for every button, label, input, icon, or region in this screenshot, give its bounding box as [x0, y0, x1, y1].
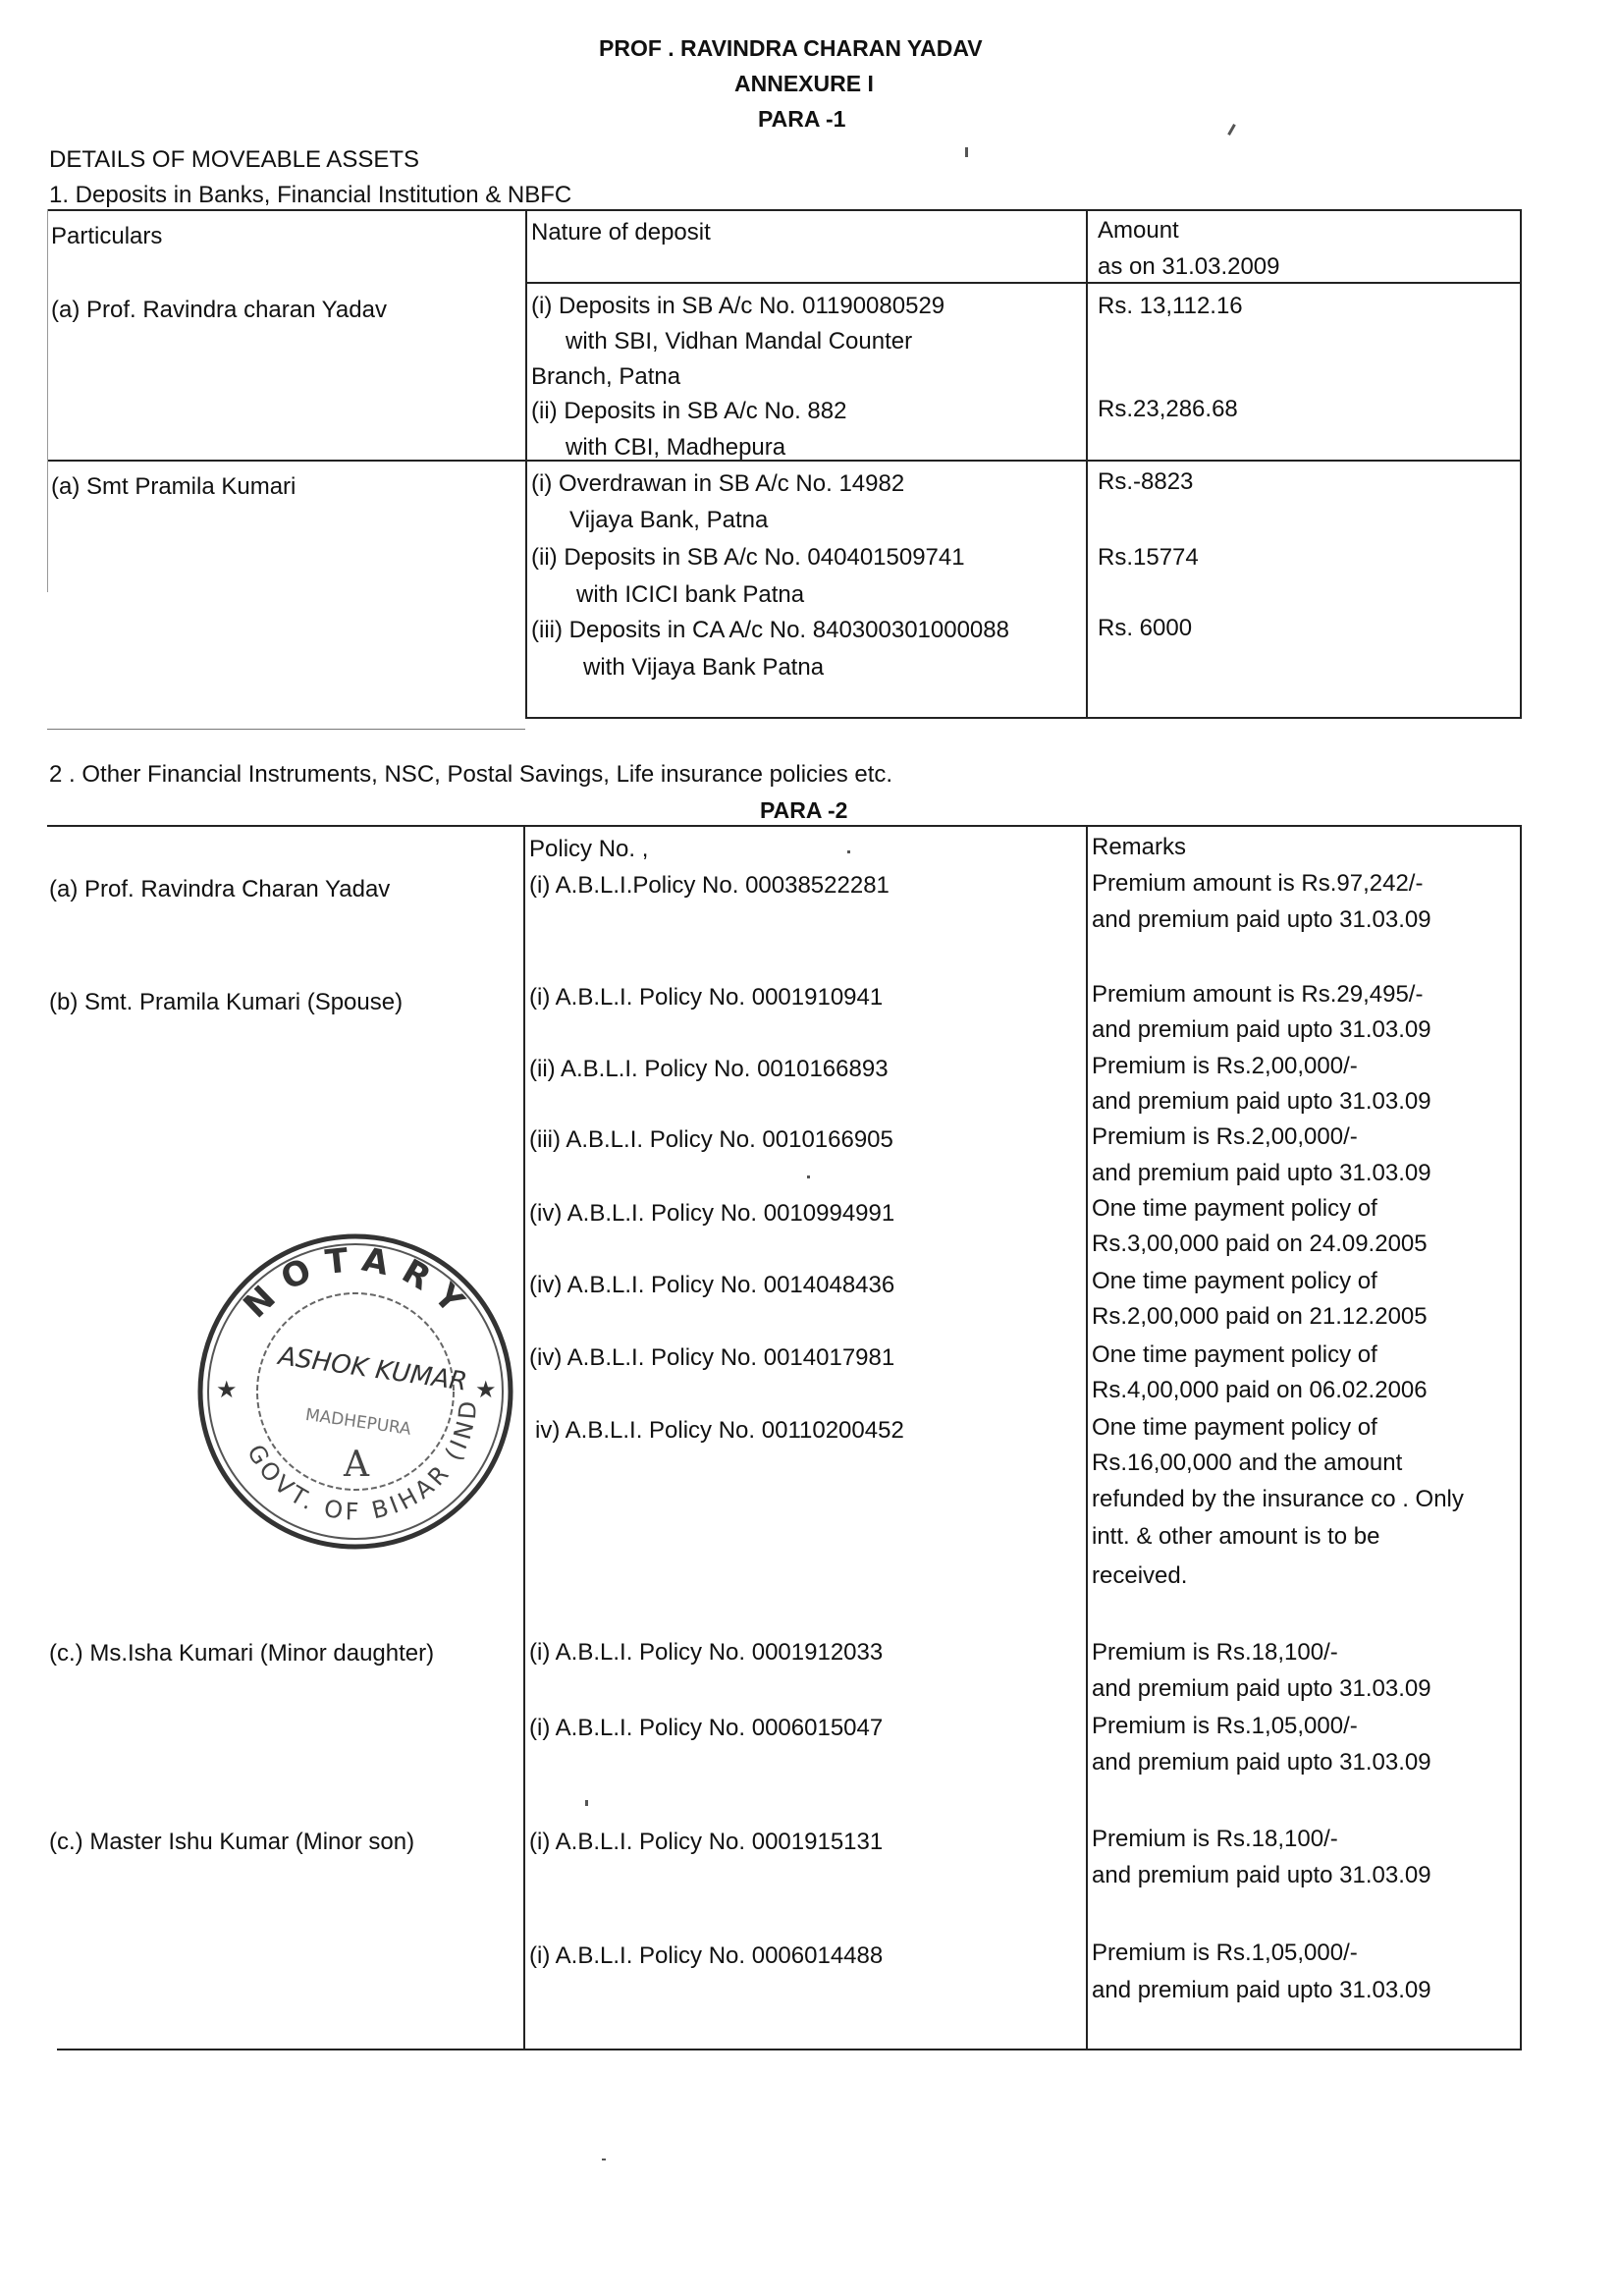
table1-bottom-border: [525, 717, 1522, 719]
remark-line: One time payment policy of: [1092, 1414, 1377, 1441]
remark-line: Premium amount is Rs.97,242/-: [1092, 870, 1424, 897]
col-policy-no: Policy No. ,: [529, 836, 649, 862]
table2-top-border: [47, 825, 1522, 827]
remark-line: Premium is Rs.2,00,000/-: [1092, 1123, 1358, 1150]
remark-line: and premium paid upto 31.03.09: [1092, 1749, 1431, 1776]
policy-number: (i) A.B.L.I.Policy No. 00038522281: [529, 872, 890, 899]
policy-number: (i) A.B.L.I. Policy No. 0001915131: [529, 1829, 884, 1855]
svg-text:A: A: [344, 1445, 369, 1485]
scan-speck: [602, 2159, 606, 2160]
policy-number: iv) A.B.L.I. Policy No. 00110200452: [535, 1417, 904, 1444]
remark-line: Premium is Rs.1,05,000/-: [1092, 1713, 1358, 1739]
policy-number: (i) A.B.L.I. Policy No. 0001912033: [529, 1639, 884, 1666]
remark-line: Rs.4,00,000 paid on 06.02.2006: [1092, 1377, 1428, 1403]
deposit-amount: Rs.23,286.68: [1098, 396, 1238, 422]
policy-number: (i) A.B.L.I. Policy No. 0006015047: [529, 1715, 884, 1741]
svg-text:GOVT. OF BIHAR (INDIA): GOVT. OF BIHAR (IND: [242, 1395, 483, 1526]
policy-number: (i) A.B.L.I. Policy No. 0001910941: [529, 984, 884, 1011]
table1-left-border: [47, 209, 48, 592]
table1-col-divider-2: [1086, 209, 1088, 718]
deposit-line: with Vijaya Bank Patna: [583, 654, 825, 681]
notary-seal: [196, 1232, 515, 1552]
person-pramila: (b) Smt. Pramila Kumari (Spouse): [49, 989, 404, 1015]
table1-top-border: [47, 209, 1522, 211]
remark-line: and premium paid upto 31.03.09: [1092, 906, 1431, 933]
scan-speck: [1227, 124, 1236, 136]
deposit-line: (ii) Deposits in SB A/c No. 882: [531, 398, 847, 424]
para1-label: PARA -1: [758, 106, 846, 132]
table1-bottom-border-left: [47, 729, 525, 730]
remark-line: Premium is Rs.1,05,000/-: [1092, 1940, 1358, 1966]
col-remarks: Remarks: [1092, 834, 1187, 860]
remark-line: Rs.2,00,000 paid on 21.12.2005: [1092, 1303, 1428, 1330]
svg-text:ASHOK KUMAR: ASHOK KUMAR: [276, 1341, 469, 1397]
particular-pramila: (a) Smt Pramila Kumari: [51, 473, 297, 500]
col-amount: Amount: [1098, 217, 1179, 244]
deposit-amount: Rs. 13,112.16: [1098, 293, 1243, 319]
section1-heading: DETAILS OF MOVEABLE ASSETS: [49, 146, 420, 173]
remark-line: refunded by the insurance co . Only: [1092, 1486, 1464, 1512]
table2-col-divider-2: [1086, 825, 1088, 2050]
remark-line: and premium paid upto 31.03.09: [1092, 1977, 1431, 2003]
deposit-line: Branch, Patna: [531, 363, 681, 390]
remark-line: intt. & other amount is to be: [1092, 1523, 1380, 1550]
deposit-line: (iii) Deposits in CA A/c No. 840300301000088: [531, 617, 1009, 643]
deposit-line: with SBI, Vidhan Mandal Counter: [566, 328, 913, 355]
deposit-amount: Rs. 6000: [1098, 615, 1193, 641]
table1-right-border: [1520, 209, 1522, 718]
section2-heading: 2 . Other Financial Instruments, NSC, Postal Savings, Life insurance policies etc.: [49, 761, 893, 788]
svg-text:★: ★: [475, 1376, 497, 1403]
svg-text:MADHEPURA: MADHEPURA: [303, 1404, 412, 1440]
remark-line: Rs.3,00,000 paid on 24.09.2005: [1092, 1230, 1428, 1257]
person-isha: (c.) Ms.Isha Kumari (Minor daughter): [49, 1640, 435, 1667]
col-amount-date: as on 31.03.2009: [1098, 253, 1280, 280]
remark-line: Rs.16,00,000 and the amount: [1092, 1449, 1403, 1476]
section1-subheading: 1. Deposits in Banks, Financial Institution & NBFC: [49, 182, 572, 208]
remark-line: One time payment policy of: [1092, 1195, 1377, 1222]
deposit-amount: Rs.15774: [1098, 544, 1199, 571]
scan-speck: [585, 1800, 588, 1806]
remark-line: and premium paid upto 31.03.09: [1092, 1016, 1431, 1043]
remark-line: and premium paid upto 31.03.09: [1092, 1088, 1431, 1115]
remark-line: Premium is Rs.18,100/-: [1092, 1826, 1338, 1852]
policy-number: (ii) A.B.L.I. Policy No. 0010166893: [529, 1056, 889, 1082]
particular-ravindra: (a) Prof. Ravindra charan Yadav: [51, 297, 387, 323]
table2-col-divider-1: [523, 825, 525, 2050]
svg-text:NOTARY: NOTARY: [236, 1239, 481, 1332]
remark-line: Premium is Rs.2,00,000/-: [1092, 1053, 1358, 1079]
deposit-line: with ICICI bank Patna: [576, 581, 805, 608]
col-particulars: Particulars: [51, 223, 163, 249]
deposit-amount: Rs.-8823: [1098, 468, 1194, 495]
policy-number: (iii) A.B.L.I. Policy No. 0010166905: [529, 1126, 893, 1153]
scan-speck: [807, 1175, 810, 1178]
doc-name: PROF . RAVINDRA CHARAN YADAV: [599, 35, 983, 61]
remark-line: and premium paid upto 31.03.09: [1092, 1160, 1431, 1186]
remark-line: and premium paid upto 31.03.09: [1092, 1675, 1431, 1702]
remark-line: received.: [1092, 1562, 1188, 1589]
deposit-line: (i) Deposits in SB A/c No. 01190080529: [531, 293, 945, 319]
remark-line: Premium is Rs.18,100/-: [1092, 1639, 1338, 1666]
col-nature-of-deposit: Nature of deposit: [531, 219, 711, 246]
annexure-label: ANNEXURE I: [734, 71, 874, 96]
remark-line: and premium paid upto 31.03.09: [1092, 1862, 1431, 1888]
policy-number: (iv) A.B.L.I. Policy No. 0014017981: [529, 1344, 895, 1371]
deposit-line: (ii) Deposits in SB A/c No. 040401509741: [531, 544, 965, 571]
scan-speck: [965, 147, 968, 157]
svg-text:★: ★: [216, 1376, 238, 1403]
remark-line: Premium amount is Rs.29,495/-: [1092, 981, 1424, 1008]
scan-speck: [847, 850, 850, 853]
remark-line: One time payment policy of: [1092, 1268, 1377, 1294]
person-ravindra: (a) Prof. Ravindra Charan Yadav: [49, 876, 391, 902]
policy-number: (iv) A.B.L.I. Policy No. 0014048436: [529, 1272, 895, 1298]
policy-number: (iv) A.B.L.I. Policy No. 0010994991: [529, 1200, 895, 1227]
para2-label: PARA -2: [760, 797, 848, 823]
deposit-line: (i) Overdrawan in SB A/c No. 14982: [531, 470, 905, 497]
deposit-line: Vijaya Bank, Patna: [569, 507, 769, 533]
remark-line: One time payment policy of: [1092, 1341, 1377, 1368]
person-ishu: (c.) Master Ishu Kumar (Minor son): [49, 1829, 415, 1855]
table2-right-border: [1520, 825, 1522, 2050]
deposit-line: with CBI, Madhepura: [566, 434, 786, 461]
policy-number: (i) A.B.L.I. Policy No. 0006014488: [529, 1942, 884, 1969]
table2-bottom-border: [57, 2049, 1522, 2050]
table1-col-divider-1: [525, 209, 527, 718]
table1-header-divider: [525, 282, 1522, 284]
